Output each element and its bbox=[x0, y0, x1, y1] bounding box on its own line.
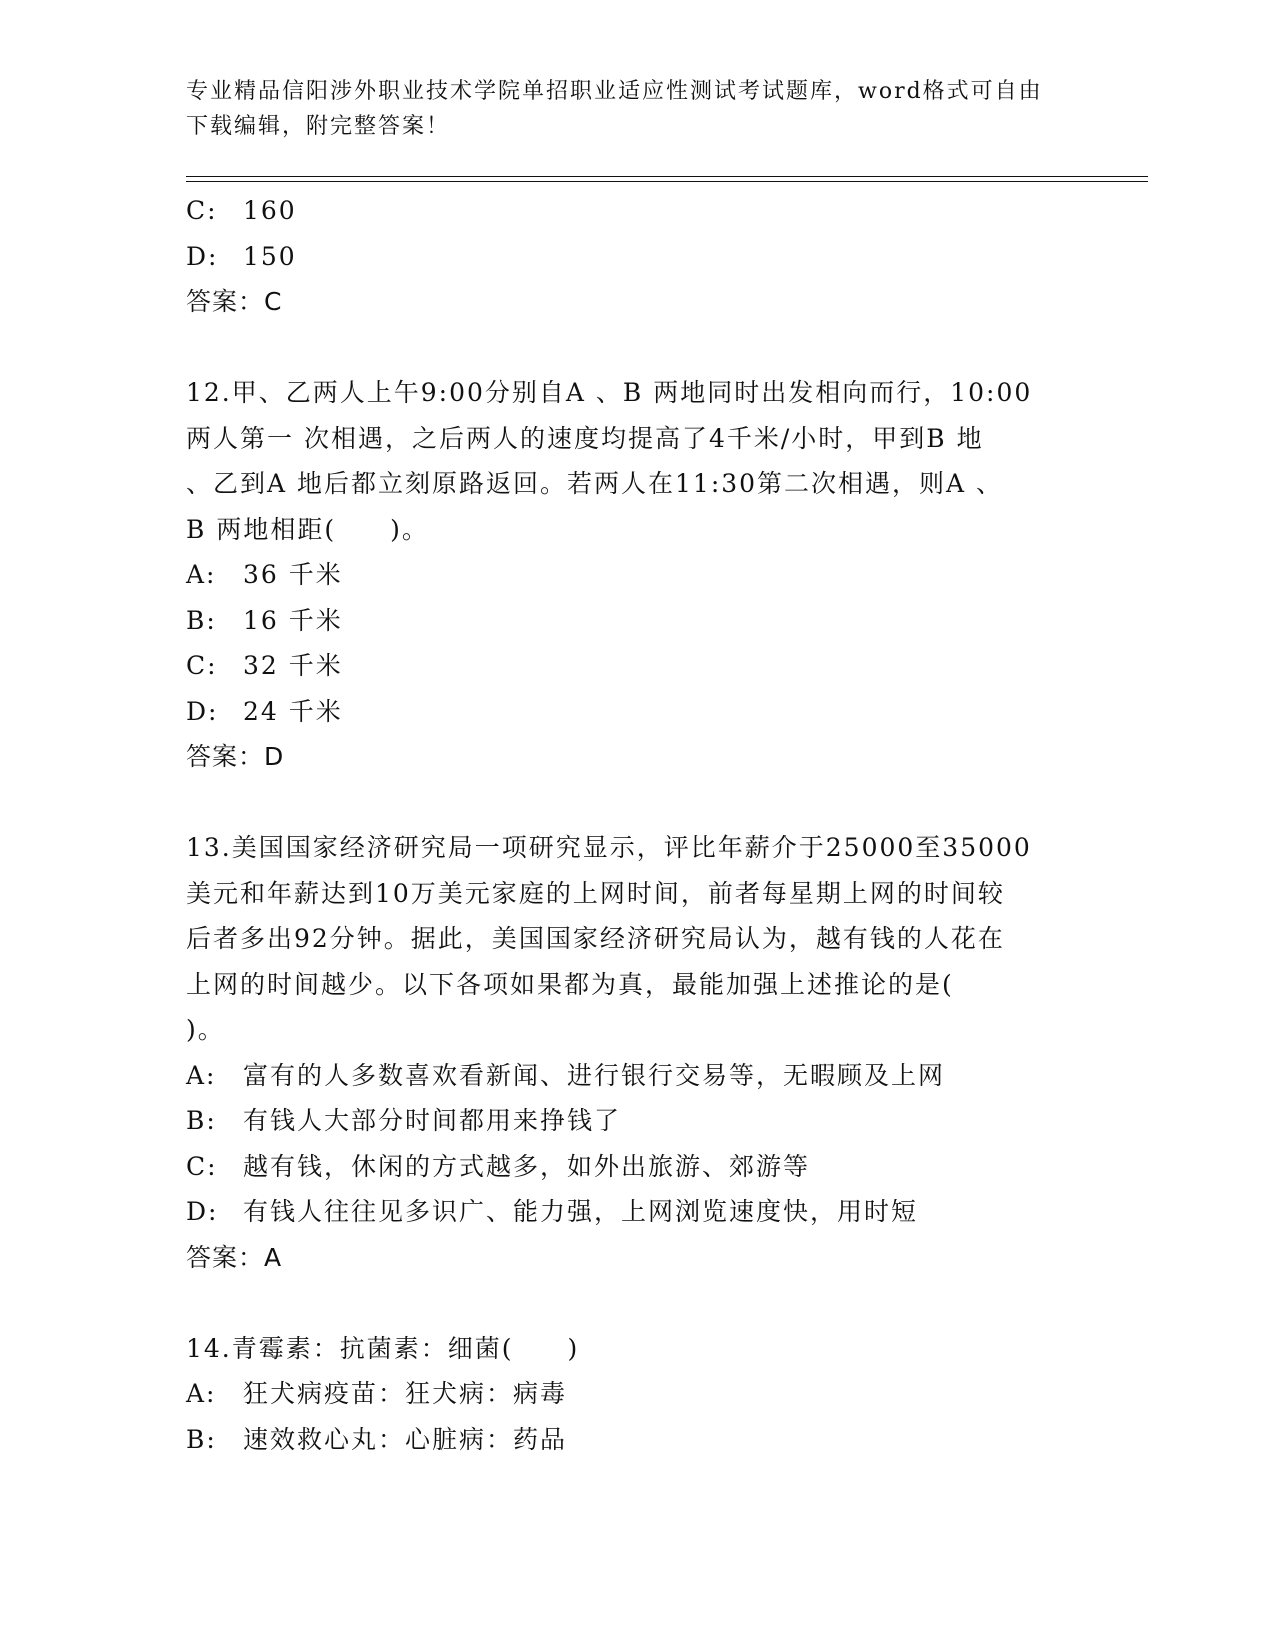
option-letter: A: bbox=[186, 560, 217, 589]
question-text-line: 13.美国国家经济研究局一项研究显示，评比年薪介于25000至35000 bbox=[186, 833, 1032, 862]
question-text-line: 12.甲、乙两人上午9:00分别自A 、B 两地同时出发相向而行，10:00 bbox=[186, 378, 1033, 407]
option-letter: D: bbox=[186, 696, 219, 726]
option-letter: D: bbox=[186, 241, 219, 271]
option-text: 有钱人大部分时间都用来挣钱了 bbox=[243, 1106, 622, 1135]
question-text-line: 后者多出92分钟。据此，美国国家经济研究局认为，越有钱的人花在 bbox=[186, 924, 1005, 953]
question-text-line: )。 bbox=[186, 1015, 225, 1044]
option-text: 越有钱，休闲的方式越多，如外出旅游、郊游等 bbox=[243, 1151, 811, 1181]
option-text: 36 千米 bbox=[243, 560, 343, 589]
question-text-line: 14.青霉素：抗菌素：细菌( ) bbox=[186, 1333, 580, 1363]
question-text-line: 上网的时间越少。以下各项如果都为真，最能加强上述推论的是( bbox=[186, 969, 954, 999]
option-d bbox=[186, 234, 1076, 280]
option-c bbox=[186, 1144, 1076, 1190]
option-c bbox=[186, 643, 1076, 689]
option-text: 狂犬病疫苗：狂犬病：病毒 bbox=[243, 1379, 568, 1408]
spacer bbox=[186, 780, 1076, 826]
option-c bbox=[186, 188, 1076, 234]
question-14 bbox=[186, 1326, 1076, 1463]
answer-line: 答案：C bbox=[186, 287, 283, 316]
spacer bbox=[186, 1280, 1076, 1326]
question-content bbox=[186, 188, 1076, 1462]
option-text: 速效救心丸：心脏病：药品 bbox=[243, 1424, 568, 1454]
header-divider-top bbox=[186, 176, 1148, 177]
page-header bbox=[186, 74, 1066, 144]
option-text: 160 bbox=[243, 196, 297, 225]
option-letter: A: bbox=[186, 1060, 217, 1090]
option-d bbox=[186, 1189, 1076, 1235]
question-text-line: 、乙到A 地后都立刻原路返回。若两人在11:30第二次相遇，则A 、 bbox=[186, 469, 1004, 498]
answer-line: 答案：A bbox=[186, 1242, 283, 1272]
option-letter: B: bbox=[186, 1106, 217, 1135]
option-b bbox=[186, 598, 1076, 644]
option-a bbox=[186, 1053, 1076, 1099]
option-text: 24 千米 bbox=[243, 696, 343, 726]
option-letter: A: bbox=[186, 1379, 217, 1408]
answer-line: 答案：D bbox=[186, 742, 285, 771]
question-text-line: B 两地相距( )。 bbox=[186, 514, 429, 544]
header-divider-bottom bbox=[186, 181, 1148, 182]
option-letter: B: bbox=[186, 605, 217, 635]
option-letter: C: bbox=[186, 1151, 218, 1181]
option-letter: C: bbox=[186, 651, 218, 680]
header-line-1: 专业精品信阳涉外职业技术学院单招职业适应性测试考试题库，word格式可自由 bbox=[186, 79, 1043, 104]
question-13 bbox=[186, 825, 1076, 1280]
option-d bbox=[186, 689, 1076, 735]
option-b bbox=[186, 1417, 1076, 1463]
option-a bbox=[186, 552, 1076, 598]
question-12 bbox=[186, 370, 1076, 780]
option-text: 32 千米 bbox=[243, 651, 343, 680]
question-text-line: 两人第一 次相遇，之后两人的速度均提高了4千米/小时，甲到B 地 bbox=[186, 423, 984, 453]
option-text: 150 bbox=[243, 241, 297, 271]
option-letter: D: bbox=[186, 1197, 219, 1226]
option-letter: C: bbox=[186, 196, 218, 225]
header-line-2: 下载编辑，附完整答案！ bbox=[186, 114, 451, 139]
question-text-line: 美元和年薪达到10万美元家庭的上网时间，前者每星期上网的时间较 bbox=[186, 878, 1005, 908]
option-text: 富有的人多数喜欢看新闻、进行银行交易等，无暇顾及上网 bbox=[243, 1060, 946, 1090]
option-text: 16 千米 bbox=[243, 605, 343, 635]
spacer bbox=[186, 325, 1076, 371]
option-letter: B: bbox=[186, 1424, 217, 1454]
option-a bbox=[186, 1371, 1076, 1417]
option-text: 有钱人往往见多识广、能力强，上网浏览速度快，用时短 bbox=[243, 1197, 919, 1226]
question-11-tail bbox=[186, 188, 1076, 325]
option-b bbox=[186, 1098, 1076, 1144]
